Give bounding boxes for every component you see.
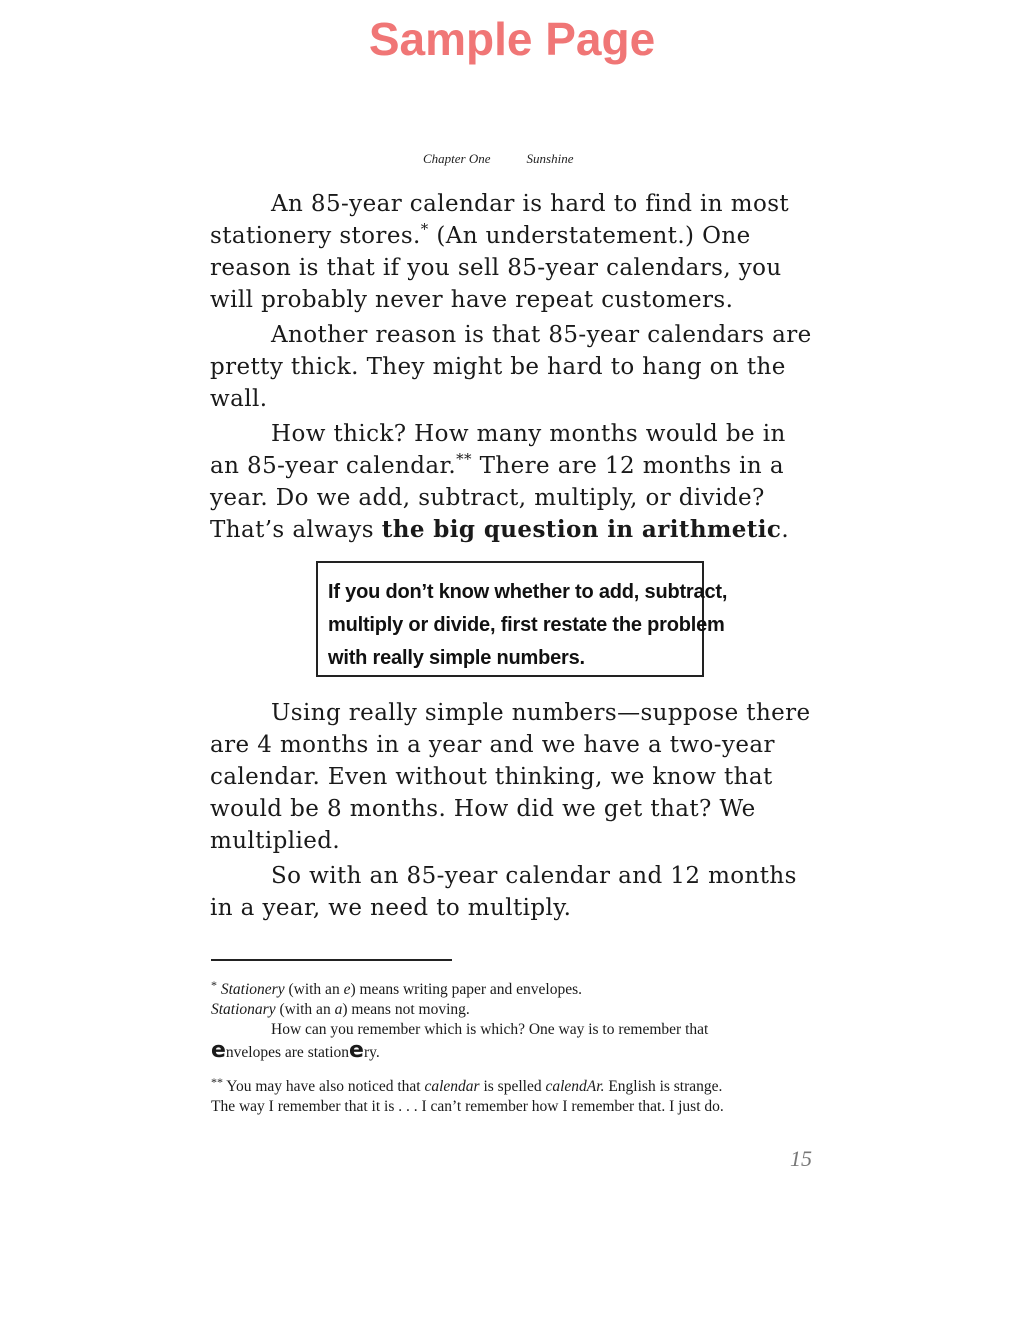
big-e-letter: e	[211, 1038, 226, 1063]
footnote-1-line-4	[211, 1038, 811, 1063]
section-label: Sunshine	[526, 151, 574, 166]
body-text-top	[210, 188, 820, 549]
fn2-text-a: You may have also noticed that	[223, 1078, 425, 1095]
fn1-text-cont: ) means writing paper and envelopes.	[350, 981, 583, 998]
page-number: 15	[790, 1146, 812, 1171]
footnote-2-marker: **	[211, 1075, 223, 1089]
fn1-line4-b: ry.	[363, 1044, 380, 1061]
footnote-1-line-1	[211, 980, 811, 1000]
emphasis-text: the big question in arithmetic	[381, 516, 782, 543]
fn1-letter-a: a	[334, 1001, 343, 1018]
paragraph-3-text-cont: There are 12 months in a year. Do we add, subtract, multiply, or divide? That’s always	[210, 453, 784, 543]
fn1-text-2: (with an	[275, 1001, 335, 1018]
footnote-marker-1: *	[420, 220, 429, 238]
footnote-2-line-1	[211, 1077, 811, 1097]
paragraph-5: So with an 85-year calendar and 12 months in a year, we need to multiply.	[210, 863, 797, 921]
fn2-text-c: English is strange.	[604, 1078, 723, 1095]
footnote-1-line-2	[211, 1000, 811, 1020]
paragraph-3	[210, 418, 820, 546]
rule-line-1: If you don’t know whether to add, subtract,	[328, 581, 728, 603]
fn2-text-b: is spelled	[479, 1078, 546, 1095]
rule-line-3: with really simple numbers.	[328, 647, 585, 669]
word-calendar-capital-a: calendAr.	[545, 1078, 605, 1095]
fn1-line4-a: nvelopes are station	[225, 1044, 350, 1061]
paragraph-4: Using really simple numbers—suppose there are 4 months in a year and we have a two-year calendar. Even without thinking, we know that would be 8 months. How did we get that? We multiplied.	[210, 700, 811, 854]
chapter-label: Chapter One	[423, 151, 491, 166]
paragraph-1-text: An 85-year calendar is hard to find in most stationery stores.	[210, 191, 790, 249]
term-stationary: Stationary	[211, 1001, 276, 1018]
paragraph-1	[210, 188, 820, 316]
fn1-text: (with an	[284, 981, 344, 998]
word-calendar: calendar	[424, 1078, 480, 1095]
fn1-letter-e: e	[343, 981, 351, 998]
fn1-text-2-cont: ) means not moving.	[342, 1001, 470, 1018]
big-e-letter-2: e	[349, 1038, 364, 1063]
term-stationery: Stationery	[220, 981, 285, 998]
rule-callout-box	[316, 561, 728, 677]
watermark-title: Sample Page	[368, 13, 656, 65]
footnote-divider	[211, 959, 452, 961]
paragraph-2: Another reason is that 85-year calendars are pretty thick. They might be hard to hang on the wall.	[210, 322, 812, 412]
footnote-1-marker: *	[211, 978, 217, 992]
footnote-marker-2: **	[456, 450, 472, 468]
footnote-2-line-2: The way I remember that it is . . . I can’t remember how I remember that. I just do.	[211, 1098, 724, 1115]
running-head	[423, 151, 573, 167]
footnote-1-line-3: How can you remember which is which? One way is to remember that	[271, 1021, 709, 1038]
paragraph-3-end: .	[781, 517, 790, 543]
body-text-bottom	[210, 697, 820, 927]
rule-line-2: multiply or divide, first restate the problem	[328, 614, 725, 636]
paragraph-1-text-cont: (An understatement.) One reason is that if you sell 85-year calendars, you will probably never have repeat customers.	[210, 223, 782, 313]
paragraph-3-text: How thick? How many months would be in an 85-year calendar.	[210, 421, 786, 479]
footnotes	[211, 980, 811, 1117]
